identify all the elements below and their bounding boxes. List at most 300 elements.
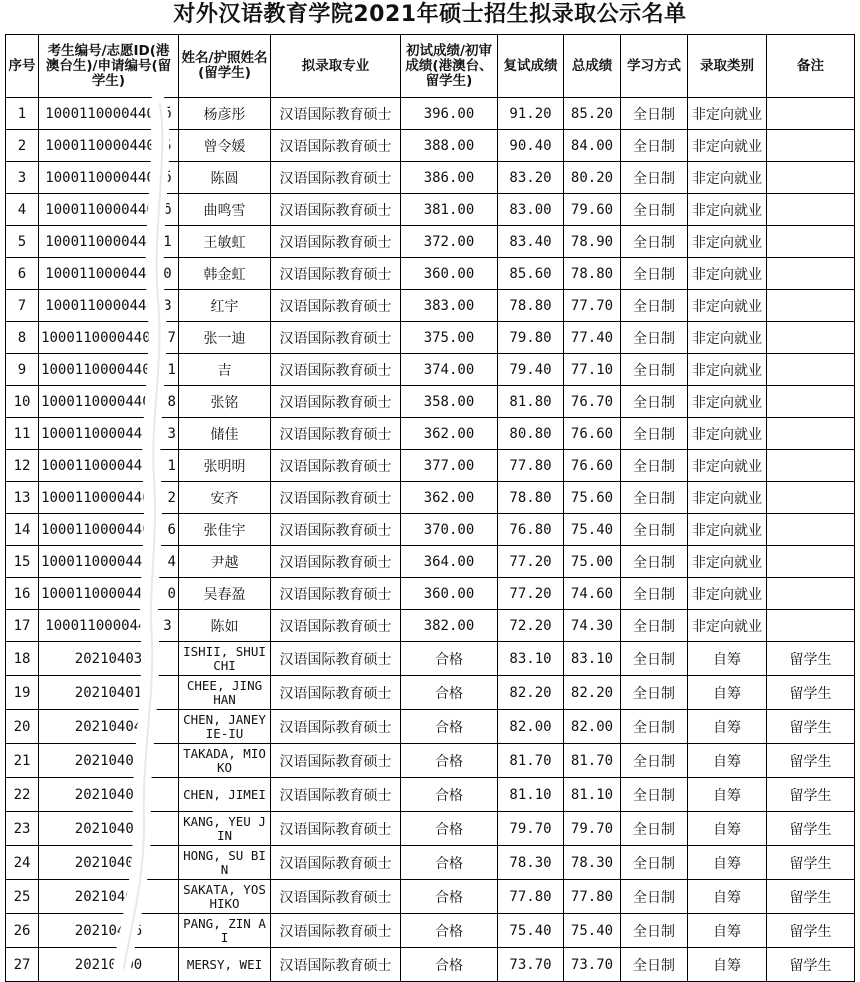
cell-name: 陈如	[179, 610, 271, 642]
cell-retest-score: 83.00	[498, 194, 564, 226]
cell-retest-score: 85.60	[498, 258, 564, 290]
cell-major: 汉语国际教育硕士	[271, 642, 401, 676]
cell-major: 汉语国际教育硕士	[271, 450, 401, 482]
cell-remark	[767, 98, 855, 130]
cell-prelim-score: 合格	[401, 812, 498, 846]
cell-study-mode: 全日制	[621, 710, 688, 744]
cell-category: 非定向就业	[688, 98, 767, 130]
cell-id: 20210403	[39, 642, 179, 676]
cell-category: 非定向就业	[688, 290, 767, 322]
cell-remark: 留学生	[767, 778, 855, 812]
cell-major: 汉语国际教育硕士	[271, 846, 401, 880]
cell-study-mode: 全日制	[621, 322, 688, 354]
cell-id: 20210400	[39, 948, 179, 982]
cell-total-score: 76.60	[564, 450, 621, 482]
cell-major: 汉语国际教育硕士	[271, 354, 401, 386]
cell-id: 1000110000440 3	[39, 610, 179, 642]
cell-name: 张明明	[179, 450, 271, 482]
cell-seq: 14	[6, 514, 39, 546]
cell-category: 非定向就业	[688, 546, 767, 578]
cell-prelim-score: 383.00	[401, 290, 498, 322]
table-row	[6, 290, 855, 322]
header-id: 考生编号/志愿ID(港澳台生)/申请编号(留学生)	[39, 35, 179, 98]
cell-seq: 1	[6, 98, 39, 130]
cell-name: 王敏虹	[179, 226, 271, 258]
cell-total-score: 76.60	[564, 418, 621, 450]
cell-prelim-score: 381.00	[401, 194, 498, 226]
cell-remark	[767, 546, 855, 578]
cell-id: 10001100004401б	[39, 98, 179, 130]
cell-remark	[767, 162, 855, 194]
cell-total-score: 76.70	[564, 386, 621, 418]
header-total-score: 总成绩	[564, 35, 621, 98]
cell-seq: 7	[6, 290, 39, 322]
cell-seq: 12	[6, 450, 39, 482]
cell-study-mode: 全日制	[621, 514, 688, 546]
cell-study-mode: 全日制	[621, 162, 688, 194]
table-row	[6, 710, 855, 744]
cell-seq: 5	[6, 226, 39, 258]
table-row	[6, 226, 855, 258]
cell-remark: 留学生	[767, 812, 855, 846]
cell-total-score: 79.70	[564, 812, 621, 846]
table-row	[6, 880, 855, 914]
table-row	[6, 846, 855, 880]
cell-name: TAKADA, MIOKO	[179, 744, 271, 778]
table-row	[6, 162, 855, 194]
cell-retest-score: 91.20	[498, 98, 564, 130]
cell-seq: 18	[6, 642, 39, 676]
cell-id: 10001100004400 7	[39, 322, 179, 354]
cell-retest-score: 79.70	[498, 812, 564, 846]
cell-seq: 9	[6, 354, 39, 386]
cell-seq: 25	[6, 880, 39, 914]
cell-id: 20210402	[39, 778, 179, 812]
cell-id: 20210401	[39, 676, 179, 710]
cell-major: 汉语国际教育硕士	[271, 880, 401, 914]
cell-name: 韩金虹	[179, 258, 271, 290]
cell-total-score: 80.20	[564, 162, 621, 194]
admission-table	[5, 34, 855, 982]
cell-prelim-score: 364.00	[401, 546, 498, 578]
cell-remark: 留学生	[767, 880, 855, 914]
cell-id: 10001100004402б	[39, 162, 179, 194]
cell-study-mode: 全日制	[621, 546, 688, 578]
table-row	[6, 418, 855, 450]
table-row	[6, 386, 855, 418]
table-row	[6, 642, 855, 676]
cell-category: 非定向就业	[688, 386, 767, 418]
cell-total-score: 74.30	[564, 610, 621, 642]
cell-seq: 16	[6, 578, 39, 610]
cell-total-score: 85.20	[564, 98, 621, 130]
cell-remark: 留学生	[767, 846, 855, 880]
cell-study-mode: 全日制	[621, 354, 688, 386]
cell-category: 非定向就业	[688, 514, 767, 546]
cell-id: 10001100004407 8	[39, 386, 179, 418]
cell-id: 20210402	[39, 812, 179, 846]
cell-name: 吴春盈	[179, 578, 271, 610]
cell-prelim-score: 372.00	[401, 226, 498, 258]
cell-study-mode: 全日制	[621, 948, 688, 982]
table-row	[6, 778, 855, 812]
cell-category: 自筹	[688, 846, 767, 880]
cell-retest-score: 79.80	[498, 322, 564, 354]
cell-total-score: 75.40	[564, 514, 621, 546]
cell-category: 非定向就业	[688, 258, 767, 290]
cell-category: 自筹	[688, 642, 767, 676]
cell-seq: 11	[6, 418, 39, 450]
cell-seq: 26	[6, 914, 39, 948]
cell-total-score: 73.70	[564, 948, 621, 982]
cell-prelim-score: 358.00	[401, 386, 498, 418]
cell-total-score: 77.80	[564, 880, 621, 914]
cell-prelim-score: 377.00	[401, 450, 498, 482]
cell-retest-score: 75.40	[498, 914, 564, 948]
cell-id: 10001100004401δ	[39, 194, 179, 226]
table-row	[6, 98, 855, 130]
cell-seq: 23	[6, 812, 39, 846]
cell-study-mode: 全日制	[621, 98, 688, 130]
header-seq: 序号	[6, 35, 39, 98]
cell-seq: 19	[6, 676, 39, 710]
cell-category: 自筹	[688, 812, 767, 846]
cell-major: 汉语国际教育硕士	[271, 948, 401, 982]
cell-major: 汉语国际教育硕士	[271, 778, 401, 812]
cell-retest-score: 83.10	[498, 642, 564, 676]
cell-study-mode: 全日制	[621, 778, 688, 812]
cell-retest-score: 80.80	[498, 418, 564, 450]
cell-total-score: 83.10	[564, 642, 621, 676]
cell-prelim-score: 合格	[401, 846, 498, 880]
cell-major: 汉语国际教育硕士	[271, 546, 401, 578]
table-row	[6, 482, 855, 514]
cell-name: HONG, SU BIN	[179, 846, 271, 880]
cell-prelim-score: 合格	[401, 710, 498, 744]
cell-id: 20210404	[39, 710, 179, 744]
cell-name: 陈圆	[179, 162, 271, 194]
cell-retest-score: 82.00	[498, 710, 564, 744]
header-major: 拟录取专业	[271, 35, 401, 98]
cell-prelim-score: 374.00	[401, 354, 498, 386]
table-row	[6, 676, 855, 710]
cell-total-score: 78.30	[564, 846, 621, 880]
cell-retest-score: 76.80	[498, 514, 564, 546]
cell-retest-score: 77.80	[498, 450, 564, 482]
cell-major: 汉语国际教育硕士	[271, 130, 401, 162]
cell-total-score: 77.10	[564, 354, 621, 386]
cell-retest-score: 81.80	[498, 386, 564, 418]
cell-retest-score: 82.20	[498, 676, 564, 710]
cell-major: 汉语国际教育硕士	[271, 98, 401, 130]
cell-retest-score: 81.10	[498, 778, 564, 812]
cell-id: 100011000044025	[39, 130, 179, 162]
cell-name: 张佳宇	[179, 514, 271, 546]
cell-id: 20210401	[39, 880, 179, 914]
cell-retest-score: 77.20	[498, 546, 564, 578]
cell-remark: 留学生	[767, 948, 855, 982]
cell-remark	[767, 130, 855, 162]
table-row	[6, 948, 855, 982]
cell-seq: 6	[6, 258, 39, 290]
cell-category: 自筹	[688, 778, 767, 812]
cell-seq: 20	[6, 710, 39, 744]
cell-study-mode: 全日制	[621, 846, 688, 880]
cell-study-mode: 全日制	[621, 130, 688, 162]
cell-remark	[767, 290, 855, 322]
cell-category: 非定向就业	[688, 130, 767, 162]
cell-id: 10001100004400 1	[39, 450, 179, 482]
cell-seq: 8	[6, 322, 39, 354]
cell-study-mode: 全日制	[621, 386, 688, 418]
header-name: 姓名/护照姓名(留学生)	[179, 35, 271, 98]
cell-study-mode: 全日制	[621, 610, 688, 642]
cell-remark: 留学生	[767, 710, 855, 744]
cell-name: 吉	[179, 354, 271, 386]
cell-major: 汉语国际教育硕士	[271, 322, 401, 354]
cell-prelim-score: 合格	[401, 880, 498, 914]
header-remark: 备注	[767, 35, 855, 98]
cell-id: 10001100004408 6	[39, 514, 179, 546]
cell-major: 汉语国际教育硕士	[271, 744, 401, 778]
cell-category: 自筹	[688, 914, 767, 948]
cell-remark	[767, 610, 855, 642]
cell-category: 非定向就业	[688, 226, 767, 258]
cell-total-score: 78.80	[564, 258, 621, 290]
cell-retest-score: 78.80	[498, 290, 564, 322]
cell-retest-score: 83.40	[498, 226, 564, 258]
cell-category: 非定向就业	[688, 418, 767, 450]
cell-study-mode: 全日制	[621, 482, 688, 514]
cell-total-score: 81.70	[564, 744, 621, 778]
table-row	[6, 514, 855, 546]
cell-major: 汉语国际教育硕士	[271, 710, 401, 744]
cell-prelim-score: 合格	[401, 948, 498, 982]
cell-major: 汉语国际教育硕士	[271, 386, 401, 418]
table-row	[6, 744, 855, 778]
table-row	[6, 194, 855, 226]
cell-category: 自筹	[688, 744, 767, 778]
cell-study-mode: 全日制	[621, 418, 688, 450]
cell-name: ISHII, SHUICHI	[179, 642, 271, 676]
cell-category: 非定向就业	[688, 482, 767, 514]
cell-major: 汉语国际教育硕士	[271, 290, 401, 322]
cell-major: 汉语国际教育硕士	[271, 610, 401, 642]
cell-major: 汉语国际教育硕士	[271, 514, 401, 546]
cell-id: 10001100004404З	[39, 290, 179, 322]
cell-name: 曲鸣雪	[179, 194, 271, 226]
cell-retest-score: 90.40	[498, 130, 564, 162]
cell-total-score: 75.00	[564, 546, 621, 578]
table-row	[6, 258, 855, 290]
cell-remark: 留学生	[767, 744, 855, 778]
cell-major: 汉语国际教育硕士	[271, 676, 401, 710]
cell-retest-score: 73.70	[498, 948, 564, 982]
header-category: 录取类别	[688, 35, 767, 98]
cell-study-mode: 全日制	[621, 578, 688, 610]
cell-name: SAKATA, YOSHIKO	[179, 880, 271, 914]
cell-prelim-score: 362.00	[401, 482, 498, 514]
cell-id: 10001100004405 3	[39, 418, 179, 450]
cell-seq: 13	[6, 482, 39, 514]
cell-major: 汉语国际教育硕士	[271, 482, 401, 514]
cell-major: 汉语国际教育硕士	[271, 162, 401, 194]
cell-seq: 4	[6, 194, 39, 226]
cell-prelim-score: 388.00	[401, 130, 498, 162]
cell-seq: 27	[6, 948, 39, 982]
header-prelim-score: 初试成绩/初审成绩(港澳台、留学生)	[401, 35, 498, 98]
table-row	[6, 130, 855, 162]
cell-remark	[767, 418, 855, 450]
cell-retest-score: 81.70	[498, 744, 564, 778]
table-row	[6, 546, 855, 578]
cell-category: 非定向就业	[688, 354, 767, 386]
cell-retest-score: 78.80	[498, 482, 564, 514]
cell-name: CHEN, JIMEI	[179, 778, 271, 812]
cell-prelim-score: 合格	[401, 778, 498, 812]
cell-name: CHEN, JANEY IE-IU	[179, 710, 271, 744]
cell-major: 汉语国际教育硕士	[271, 194, 401, 226]
header-study-mode: 学习方式	[621, 35, 688, 98]
cell-remark: 留学生	[767, 676, 855, 710]
cell-total-score: 82.00	[564, 710, 621, 744]
cell-category: 非定向就业	[688, 162, 767, 194]
cell-name: 尹越	[179, 546, 271, 578]
cell-retest-score: 83.20	[498, 162, 564, 194]
cell-id: 10001100004405 2	[39, 482, 179, 514]
header-retest-score: 复试成绩	[498, 35, 564, 98]
cell-remark	[767, 578, 855, 610]
cell-id: 100011000044020	[39, 258, 179, 290]
cell-category: 自筹	[688, 948, 767, 982]
cell-prelim-score: 382.00	[401, 610, 498, 642]
cell-total-score: 78.90	[564, 226, 621, 258]
cell-name: 曾令媛	[179, 130, 271, 162]
cell-category: 自筹	[688, 676, 767, 710]
cell-study-mode: 全日制	[621, 258, 688, 290]
cell-name: PANG, ZIN AI	[179, 914, 271, 948]
cell-total-score: 81.10	[564, 778, 621, 812]
cell-retest-score: 79.40	[498, 354, 564, 386]
cell-study-mode: 全日制	[621, 226, 688, 258]
cell-id: 20210400	[39, 846, 179, 880]
cell-study-mode: 全日制	[621, 450, 688, 482]
cell-remark	[767, 354, 855, 386]
cell-name: MERSY, WEI	[179, 948, 271, 982]
cell-name: CHEE, JING HAN	[179, 676, 271, 710]
cell-prelim-score: 396.00	[401, 98, 498, 130]
table-row	[6, 450, 855, 482]
cell-name: 张一迪	[179, 322, 271, 354]
cell-total-score: 74.60	[564, 578, 621, 610]
cell-seq: 15	[6, 546, 39, 578]
cell-major: 汉语国际教育硕士	[271, 226, 401, 258]
table-row	[6, 914, 855, 948]
table-row	[6, 812, 855, 846]
table-row	[6, 354, 855, 386]
header-row	[6, 35, 855, 98]
cell-id: 1000110000440ı1	[39, 226, 179, 258]
cell-remark: 留学生	[767, 642, 855, 676]
cell-seq: 17	[6, 610, 39, 642]
cell-category: 自筹	[688, 880, 767, 914]
cell-retest-score: 72.20	[498, 610, 564, 642]
cell-study-mode: 全日制	[621, 880, 688, 914]
cell-id: 10001100004406 1	[39, 354, 179, 386]
cell-total-score: 77.40	[564, 322, 621, 354]
cell-category: 自筹	[688, 710, 767, 744]
cell-seq: 2	[6, 130, 39, 162]
cell-retest-score: 78.30	[498, 846, 564, 880]
cell-seq: 3	[6, 162, 39, 194]
cell-study-mode: 全日制	[621, 744, 688, 778]
cell-name: 杨彦彤	[179, 98, 271, 130]
cell-seq: 22	[6, 778, 39, 812]
cell-total-score: 82.20	[564, 676, 621, 710]
cell-id: 10001100004402 0	[39, 578, 179, 610]
cell-name: 张铭	[179, 386, 271, 418]
cell-seq: 10	[6, 386, 39, 418]
cell-category: 非定向就业	[688, 610, 767, 642]
cell-remark	[767, 258, 855, 290]
cell-remark	[767, 482, 855, 514]
cell-retest-score: 77.20	[498, 578, 564, 610]
cell-name: 安齐	[179, 482, 271, 514]
cell-total-score: 79.60	[564, 194, 621, 226]
cell-study-mode: 全日制	[621, 914, 688, 948]
cell-study-mode: 全日制	[621, 194, 688, 226]
cell-prelim-score: 360.00	[401, 578, 498, 610]
cell-remark: 留学生	[767, 914, 855, 948]
cell-category: 非定向就业	[688, 322, 767, 354]
cell-id: 20210406	[39, 914, 179, 948]
table-row	[6, 610, 855, 642]
cell-remark	[767, 194, 855, 226]
cell-remark	[767, 386, 855, 418]
cell-total-score: 75.40	[564, 914, 621, 948]
cell-total-score: 84.00	[564, 130, 621, 162]
cell-category: 非定向就业	[688, 578, 767, 610]
cell-prelim-score: 合格	[401, 676, 498, 710]
cell-prelim-score: 合格	[401, 914, 498, 948]
page-title: 对外汉语教育学院2021年硕士招生拟录取公示名单	[173, 2, 687, 27]
cell-category: 非定向就业	[688, 450, 767, 482]
cell-remark	[767, 226, 855, 258]
table-body	[6, 98, 855, 982]
cell-prelim-score: 360.00	[401, 258, 498, 290]
cell-name: 红宇	[179, 290, 271, 322]
cell-id: 20210401	[39, 744, 179, 778]
cell-total-score: 77.70	[564, 290, 621, 322]
cell-remark	[767, 450, 855, 482]
cell-seq: 24	[6, 846, 39, 880]
cell-remark	[767, 322, 855, 354]
cell-name: KANG, YEU JIN	[179, 812, 271, 846]
cell-study-mode: 全日制	[621, 642, 688, 676]
cell-id: 10001100004401 4	[39, 546, 179, 578]
cell-prelim-score: 合格	[401, 744, 498, 778]
cell-study-mode: 全日制	[621, 290, 688, 322]
cell-major: 汉语国际教育硕士	[271, 578, 401, 610]
cell-prelim-score: 386.00	[401, 162, 498, 194]
cell-major: 汉语国际教育硕士	[271, 258, 401, 290]
cell-category: 非定向就业	[688, 194, 767, 226]
cell-major: 汉语国际教育硕士	[271, 812, 401, 846]
cell-study-mode: 全日制	[621, 676, 688, 710]
cell-name: 储佳	[179, 418, 271, 450]
cell-seq: 21	[6, 744, 39, 778]
cell-prelim-score: 370.00	[401, 514, 498, 546]
